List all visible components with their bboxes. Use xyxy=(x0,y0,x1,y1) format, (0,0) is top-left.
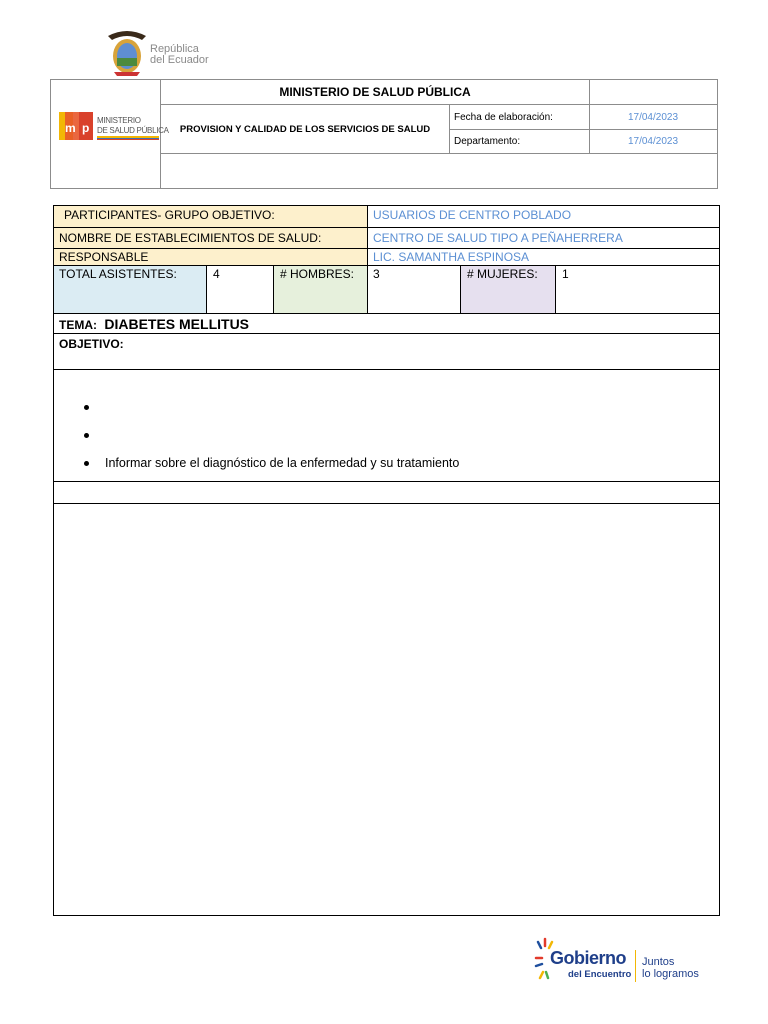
mujeres-label: # MUJERES: xyxy=(467,267,538,281)
objective-item-1 xyxy=(84,400,105,414)
svg-text:m: m xyxy=(65,121,76,135)
service-subtitle: PROVISION Y CALIDAD DE LOS SERVICIOS DE SALUD xyxy=(179,123,431,135)
departamento-value: 17/04/2023 xyxy=(627,136,679,147)
bullet-icon xyxy=(84,405,89,410)
juntos-text: Juntos xyxy=(642,956,675,968)
total-asistentes-label: TOTAL ASISTENTES: xyxy=(59,267,177,281)
svg-text:p: p xyxy=(82,121,90,135)
republica-del-ecuador-text xyxy=(150,44,209,66)
ecuador-coat-of-arms-icon xyxy=(104,28,150,78)
emblem-line2: del Ecuador xyxy=(150,54,209,66)
objective-text-3: Informar sobre el diagnóstico de la enfermedad y su tratamiento xyxy=(105,456,460,470)
hombres-value: 3 xyxy=(373,267,380,281)
hombres-label: # HOMBRES: xyxy=(280,267,355,281)
mujeres-value: 1 xyxy=(562,267,569,281)
objective-item-3 xyxy=(84,456,459,470)
emblem-line1: República xyxy=(150,43,199,55)
tema-label-text: TEMA: xyxy=(59,318,97,332)
svg-text:DE SALUD PÚBLICA: DE SALUD PÚBLICA xyxy=(97,126,169,135)
del-encuentro-text: del Encuentro xyxy=(568,969,632,980)
responsable-label: RESPONSABLE xyxy=(59,250,149,264)
tema-label xyxy=(55,317,249,332)
bullet-icon xyxy=(84,433,89,438)
participantes-label: PARTICIPANTES- GRUPO OBJETIVO: xyxy=(64,208,275,222)
participantes-value: USUARIOS DE CENTRO POBLADO xyxy=(373,208,572,222)
lo-logramos-text: lo logramos xyxy=(642,968,699,980)
responsable-value: LIC. SAMANTHA ESPINOSA xyxy=(373,250,530,264)
gobierno-del-encuentro-logo xyxy=(534,936,724,986)
fecha-label: Fecha de elaboración: xyxy=(454,111,553,123)
gobierno-text: Gobierno xyxy=(550,948,626,968)
departamento-label: Departamento: xyxy=(454,136,521,147)
bullet-icon xyxy=(84,461,89,466)
svg-text:MINISTERIO: MINISTERIO xyxy=(97,116,141,125)
objective-item-2 xyxy=(84,428,105,442)
tema-value: DIABETES MELLITUS xyxy=(104,316,250,332)
fecha-value: 17/04/2023 xyxy=(627,111,679,123)
establecimiento-value: CENTRO DE SALUD TIPO A PEÑAHERRERA xyxy=(373,231,623,245)
objetivo-label: OBJETIVO: xyxy=(59,337,124,351)
establecimiento-label: NOMBRE DE ESTABLECIMIENTOS DE SALUD: xyxy=(59,231,322,245)
total-asistentes-value: 4 xyxy=(213,267,220,281)
ministry-title: MINISTERIO DE SALUD PÚBLICA xyxy=(279,85,471,99)
header-table xyxy=(50,79,718,189)
ministerio-salud-publica-logo xyxy=(59,108,169,144)
